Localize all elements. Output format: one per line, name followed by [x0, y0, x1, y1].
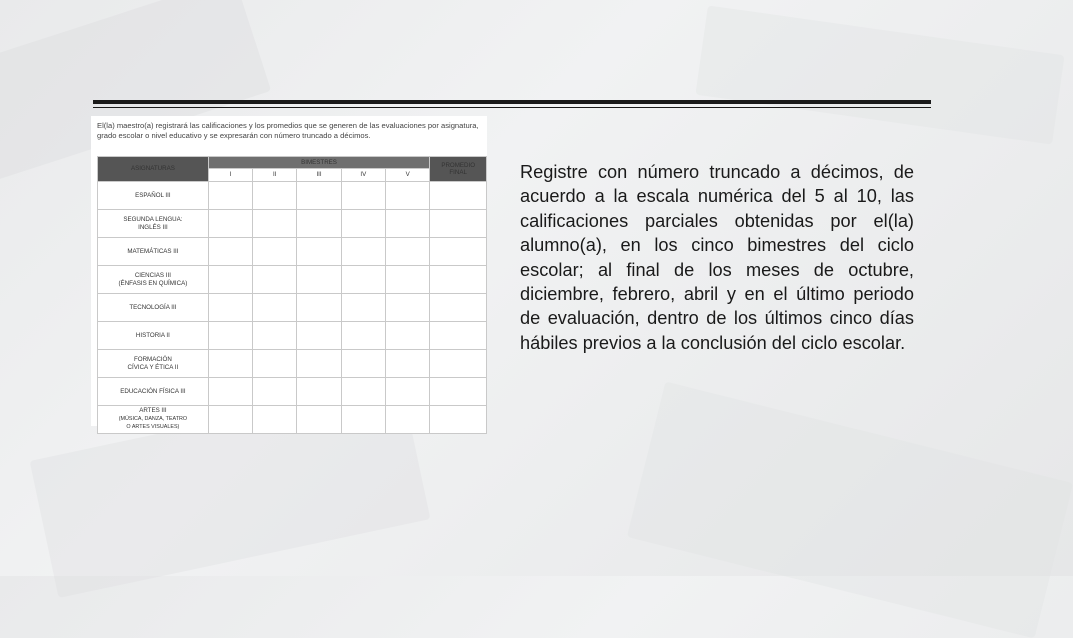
grade-cell [386, 350, 430, 378]
grade-cell [386, 378, 430, 406]
grade-cell [297, 350, 341, 378]
table-row [98, 350, 487, 378]
subject-cell [98, 294, 209, 322]
subject-cell [98, 238, 209, 266]
grade-cell [297, 294, 341, 322]
subject-cell [98, 406, 209, 434]
grade-cell [386, 266, 430, 294]
instructions-paragraph: Registre con número truncado a décimos, de acuerdo a la escala numérica del 5 al 10, las calificaciones parciales obtenidas por el(la) alumno(a), en los cinco bimestres del ciclo escolar; al final de los meses de octubre, diciembre, febrero, abril y en el último periodo de evaluación, dentro de los últimos cinco días hábiles previos a la conclusión del ciclo escolar. [520, 162, 914, 353]
grade-cell [208, 406, 252, 434]
grade-cell [253, 266, 297, 294]
average-cell [430, 238, 487, 266]
grade-cell [341, 406, 385, 434]
document-image [91, 116, 487, 431]
average-cell [430, 210, 487, 238]
subject-cell [98, 210, 209, 238]
grade-cell [253, 294, 297, 322]
grade-cell [208, 182, 252, 210]
bimestres-header: BIMESTRES [208, 157, 430, 169]
subject-name-line1: SEGUNDA LENGUA: [123, 216, 183, 223]
period-header: II [253, 169, 297, 182]
grade-cell [208, 294, 252, 322]
grade-cell [253, 406, 297, 434]
grade-cell [386, 406, 430, 434]
grade-cell [341, 322, 385, 350]
grade-cell [297, 378, 341, 406]
grade-cell [386, 210, 430, 238]
grade-cell [253, 378, 297, 406]
grade-cell [208, 322, 252, 350]
average-cell [430, 266, 487, 294]
grade-cell [297, 266, 341, 294]
subject-cell [98, 350, 209, 378]
grade-cell [253, 238, 297, 266]
table-row [98, 406, 487, 434]
subjects-header: ASIGNATURAS [98, 157, 209, 182]
grade-cell [341, 210, 385, 238]
subject-name-line1: EDUCACIÓN FÍSICA III [120, 387, 186, 395]
subject-name-line3: O ARTES VISUALES) [126, 424, 180, 431]
period-header: I [208, 169, 252, 182]
grade-cell [341, 378, 385, 406]
grade-cell [208, 378, 252, 406]
subject-name-line2: (MÚSICA, DANZA, TEATRO [118, 415, 188, 422]
table-row [98, 266, 487, 294]
subject-name-line1: FORMACIÓN [133, 356, 172, 363]
background-shape [627, 382, 1073, 638]
grade-cell [208, 350, 252, 378]
average-cell [430, 294, 487, 322]
grade-cell [341, 238, 385, 266]
subject-name-line2: CÍVICA Y ÉTICA II [127, 363, 179, 371]
grade-cell [208, 210, 252, 238]
grade-cell [386, 294, 430, 322]
grade-cell [208, 266, 252, 294]
subject-name-line2: INGLÉS III [138, 223, 168, 231]
subject-cell [98, 182, 209, 210]
grade-cell [341, 182, 385, 210]
average-cell [430, 406, 487, 434]
header-rule-thick [93, 100, 931, 104]
grade-cell [253, 322, 297, 350]
grade-cell [253, 182, 297, 210]
table-row [98, 182, 487, 210]
grade-cell [386, 182, 430, 210]
period-header: V [386, 169, 430, 182]
subject-name-line1: HISTORIA II [135, 331, 170, 339]
table-row [98, 322, 487, 350]
average-cell [430, 350, 487, 378]
table-row [98, 378, 487, 406]
grade-cell [297, 182, 341, 210]
grade-cell [297, 322, 341, 350]
grade-cell [208, 238, 252, 266]
subject-cell [98, 322, 209, 350]
average-cell [430, 378, 487, 406]
grade-cell [253, 210, 297, 238]
subject-cell [98, 378, 209, 406]
table-row [98, 294, 487, 322]
average-cell [430, 182, 487, 210]
subject-name-line1: ESPAÑOL III [135, 191, 171, 199]
promedio-header [430, 157, 487, 182]
grade-cell [253, 350, 297, 378]
promedio-header-line1: PROMEDIO [441, 161, 476, 169]
subject-name-line1: CIENCIAS III [134, 272, 171, 279]
table-row [98, 238, 487, 266]
period-header: III [297, 169, 341, 182]
grade-cell [297, 406, 341, 434]
grade-cell [341, 350, 385, 378]
subject-cell [98, 266, 209, 294]
grade-cell [341, 266, 385, 294]
average-cell [430, 322, 487, 350]
subject-name-line1: MATEMÁTICAS III [127, 247, 179, 255]
grade-cell [297, 238, 341, 266]
grades-table [97, 156, 487, 434]
promedio-header-line2: FINAL [449, 169, 467, 176]
header-rule-thin [93, 107, 931, 108]
background-shape [695, 5, 1064, 144]
subject-name-line2: (ÉNFASIS EN QUÍMICA) [118, 279, 188, 287]
document-intro: El(la) maestro(a) registrará las calificaciones y los promedios que se generen de las evaluaciones por asignatura, grado escolar o nivel educativo y se expresarán con número truncado a décimos. [97, 121, 479, 140]
grade-cell [297, 210, 341, 238]
table-row [98, 210, 487, 238]
period-header: IV [341, 169, 385, 182]
grade-cell [386, 322, 430, 350]
grade-cell [341, 294, 385, 322]
grade-cell [386, 238, 430, 266]
subject-name-line1: TECNOLOGÍA III [129, 303, 177, 311]
subject-name-line1: ARTES III [139, 407, 167, 415]
